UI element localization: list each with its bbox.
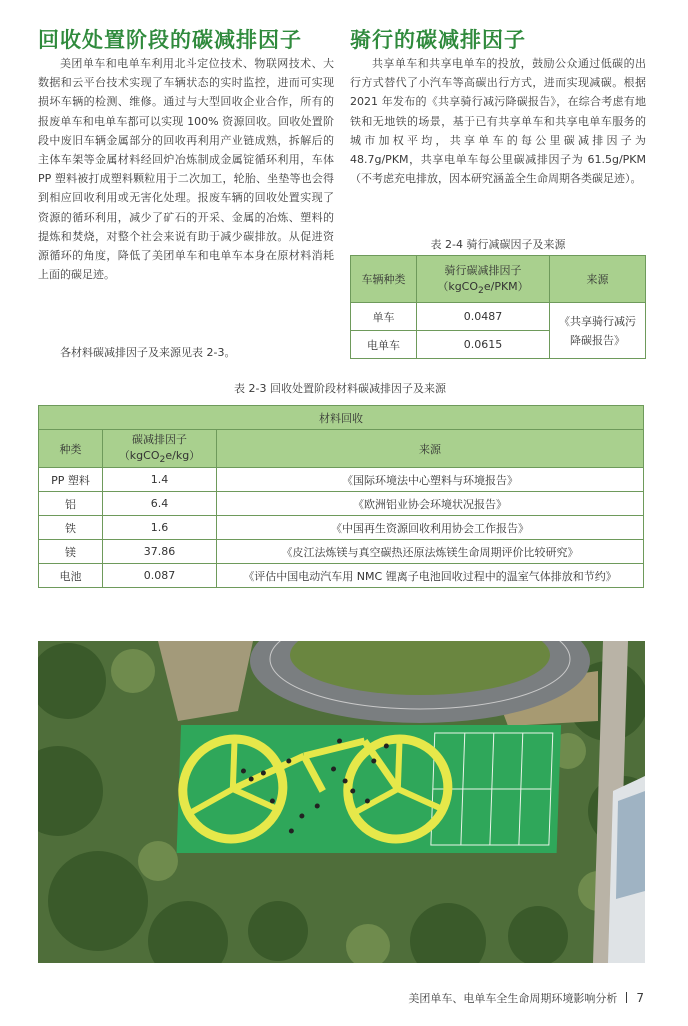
t23-cell-source: 《评估中国电动汽车用 NMC 锂离子电池回收过程中的温室气体排放和节约》 (217, 564, 644, 588)
t23-header-factor-unit: （kgCO$_2$e/kg） (118, 449, 201, 466)
t23-cell-source: 《皮江法炼镁与真空碳热还原法炼镁生命周期评价比较研究》 (217, 540, 644, 564)
table-row (39, 564, 644, 588)
table-row (39, 468, 644, 492)
t23-cell-factor: 0.087 (103, 564, 217, 588)
t24-header-factor-line1: 骑行碳减排因子 (444, 263, 522, 277)
footer-divider (626, 992, 627, 1003)
t23-cell-source: 《中国再生资源回收利用协会工作报告》 (217, 516, 644, 540)
table-row (39, 516, 644, 540)
t23-cell-type: 电池 (39, 564, 103, 588)
t23-header-factor (103, 430, 217, 468)
t24-header-factor-unit: （kgCO$_2$e/PKM） (437, 279, 529, 297)
t23-header-source: 来源 (217, 430, 644, 468)
t23-cell-factor: 37.86 (103, 540, 217, 564)
t23-cell-factor: 1.6 (103, 516, 217, 540)
aerial-photo-bike-court (38, 641, 645, 963)
t23-cell-type: 镁 (39, 540, 103, 564)
t24-header-type: 车辆种类 (351, 256, 417, 303)
right-heading: 骑行的碳减排因子 (350, 28, 526, 52)
t24-cell-type: 电单车 (351, 331, 417, 359)
table-row (39, 492, 644, 516)
t23-cell-factor: 6.4 (103, 492, 217, 516)
table-2-3-caption: 表 2-3 回收处置阶段材料碳减排因子及来源 (234, 382, 446, 395)
t24-header-factor (417, 256, 550, 303)
table-row (39, 540, 644, 564)
table-2-4 (350, 255, 646, 359)
t24-cell-type: 单车 (351, 303, 417, 331)
t24-cell-factor: 0.0615 (417, 331, 550, 359)
t24-header-source: 来源 (550, 256, 646, 303)
t23-cell-type: 铁 (39, 516, 103, 540)
t24-cell-source: 《共享骑行减污降碳报告》 (550, 303, 646, 359)
left-heading: 回收处置阶段的碳减排因子 (38, 28, 302, 52)
t23-cell-source: 《欧洲铝业协会环境状况报告》 (217, 492, 644, 516)
t23-cell-factor: 1.4 (103, 468, 217, 492)
table-row (351, 303, 646, 331)
t23-cell-source: 《国际环境法中心塑料与环境报告》 (217, 468, 644, 492)
t23-header-type: 种类 (39, 430, 103, 468)
left-paragraph: 美团单车和电单车利用北斗定位技术、物联网技术、大数据和云平台技术实现了车辆状态的实时监控，进而可实现损坏车辆的检测、维修。通过与大型回收企业合作，所有的报废单车和电单车都可以实现 100% 资源回收。回收处置阶段中废旧车辆金属部分的回收再利用产业链成熟，拆解后的主体车架等金属材料经回炉冶炼制成金属锭循环利用，车体 PP 塑料被打成塑料颗粒用于二次加工，轮胎、坐垫等也会得到相应回收利用或无害化处理。报废车辆的回收处置实现了资源的循环利用，减少了矿石的开采、金属的冶炼、塑料的提炼和焚烧，对整个社会来说有助于减少碳排放。从促进资源循环的角度，降低了美团单车和电单车本身在原材料消耗上面的碳足迹。 (38, 57, 334, 282)
right-paragraph: 共享单车和共享电单车的投放，鼓励公众通过低碳的出行方式替代了小汽车等高碳出行方式，进而实现减碳。根据 2021 年发布的《共享骑行减污降碳报告》，在综合考虑有地铁和无地铁的场景，基于已有共享单车和共享电单车服务的城市加权平均，共享单车的每公里碳减排因子为 48.7g/PKM，共享电单车每公里碳减排因子为 61.5g/PKM（不考虑充电排放，因本研究涵盖全生命周期各类碳足迹）。 (350, 57, 646, 186)
table-2-4-caption: 表 2-4 骑行减碳因子及来源 (430, 238, 566, 251)
t23-group-header: 材料回收 (39, 406, 644, 430)
table-2-3 (38, 405, 644, 588)
left-paragraph-table-reference: 各材料碳减排因子及来源见表 2-3。 (60, 346, 236, 359)
page-number: 7 (636, 991, 644, 1005)
t23-cell-type: 铝 (39, 492, 103, 516)
page-footer (0, 990, 644, 1006)
t23-cell-type: PP 塑料 (39, 468, 103, 492)
bike-court (177, 725, 561, 853)
footer-title: 美团单车、电单车全生命周期环境影响分析 (408, 992, 618, 1005)
t24-cell-factor: 0.0487 (417, 303, 550, 331)
t23-header-factor-line1: 碳减排因子 (132, 433, 187, 447)
